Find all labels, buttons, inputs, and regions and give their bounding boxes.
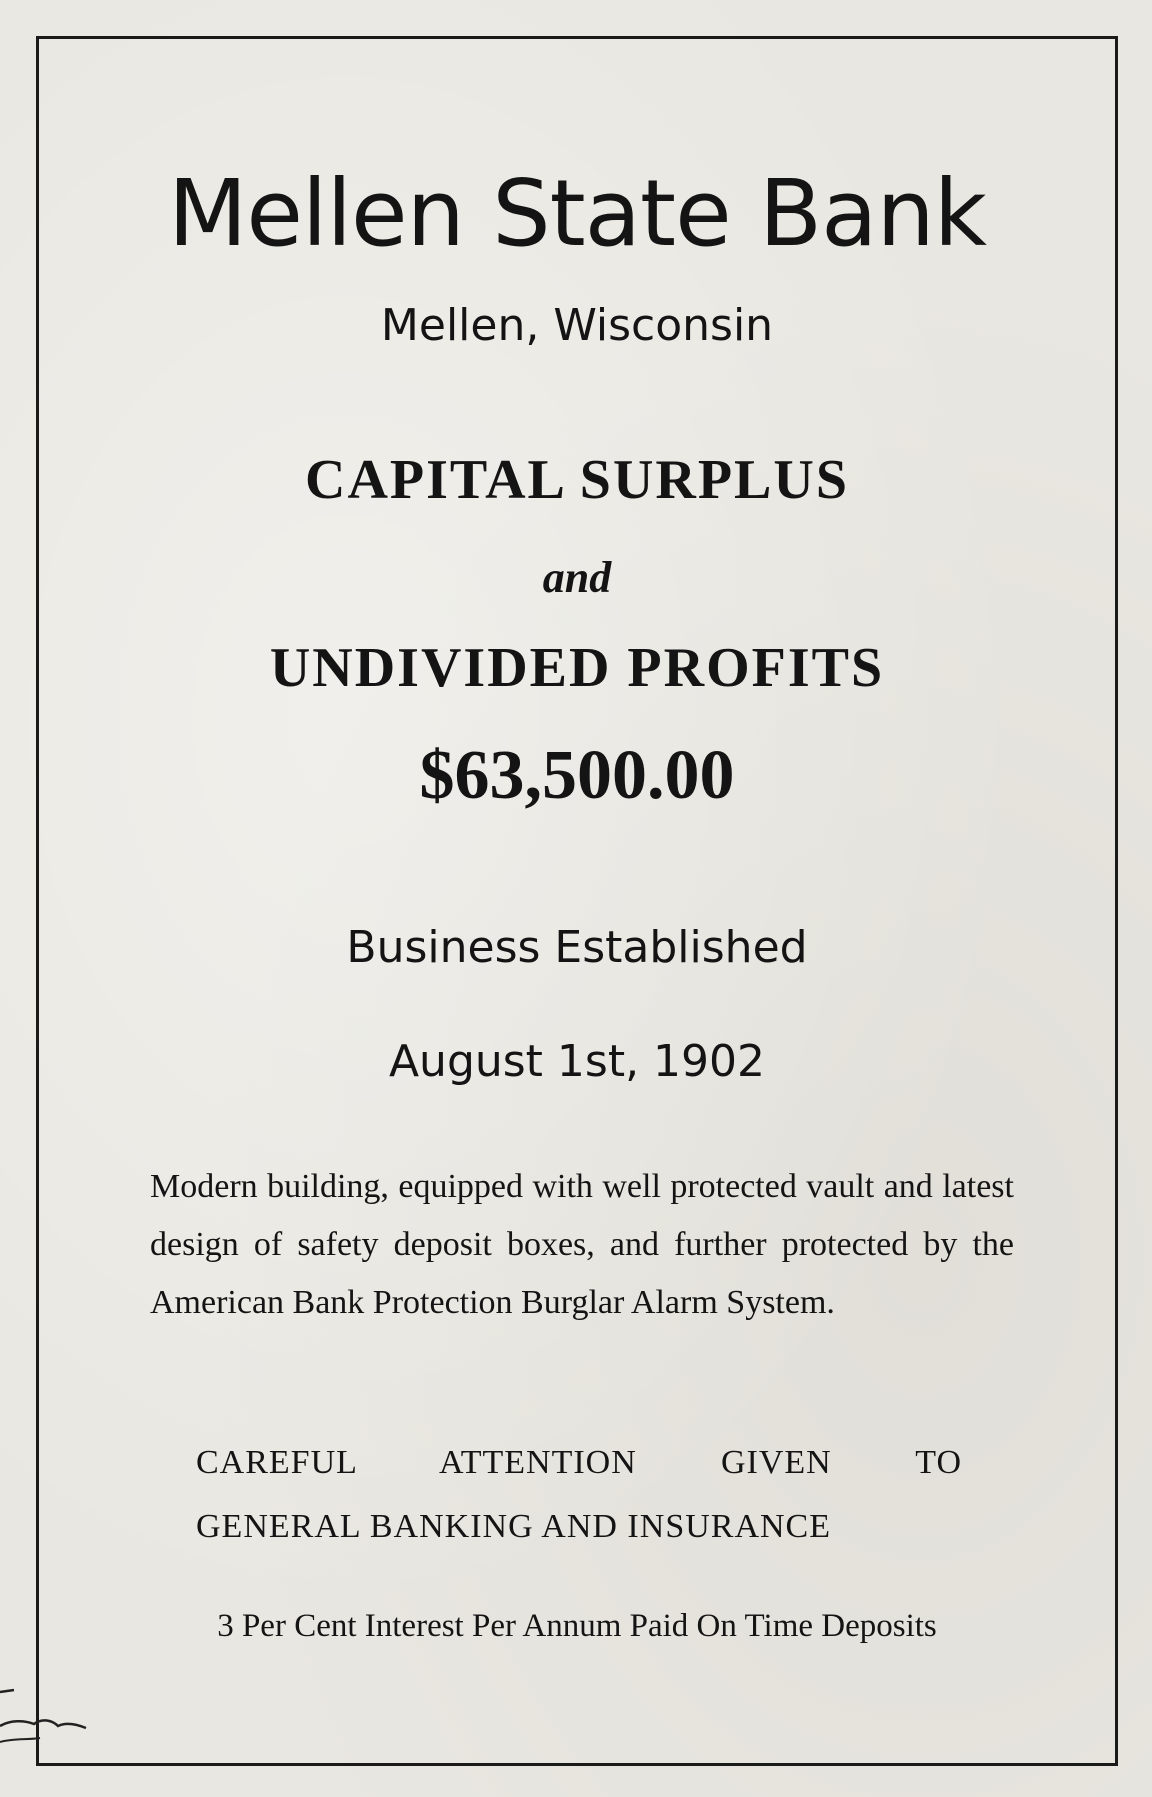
established-label: Business Established [346, 922, 808, 973]
established-date: August 1st, 1902 [388, 1036, 766, 1087]
capital-amount: $63,500.00 [419, 737, 735, 814]
bank-name-heading: Mellen State Bank [167, 160, 987, 267]
headline-capital-surplus: CAPITAL SURPLUS [305, 449, 849, 511]
headline-and: and [542, 553, 612, 602]
interest-notice: 3 Per Cent Interest Per Annum Paid On Time Deposits [217, 1608, 937, 1644]
headline-undivided-profits: UNDIVIDED PROFITS [269, 637, 885, 699]
ad-border-frame [36, 36, 1118, 1766]
building-description: Modern building, equipped with well protected vault and latest design of safety deposit boxes, and further protected by the American Bank Protection Burglar Alarm System. [150, 1168, 1014, 1321]
services-line-2: GENERAL BANKING AND INSURANCE [196, 1508, 832, 1545]
margin-scribble-mark [0, 1680, 90, 1760]
bank-location: Mellen, Wisconsin [380, 300, 774, 351]
services-line-1: CAREFUL ATTENTION GIVEN TO [196, 1444, 962, 1481]
